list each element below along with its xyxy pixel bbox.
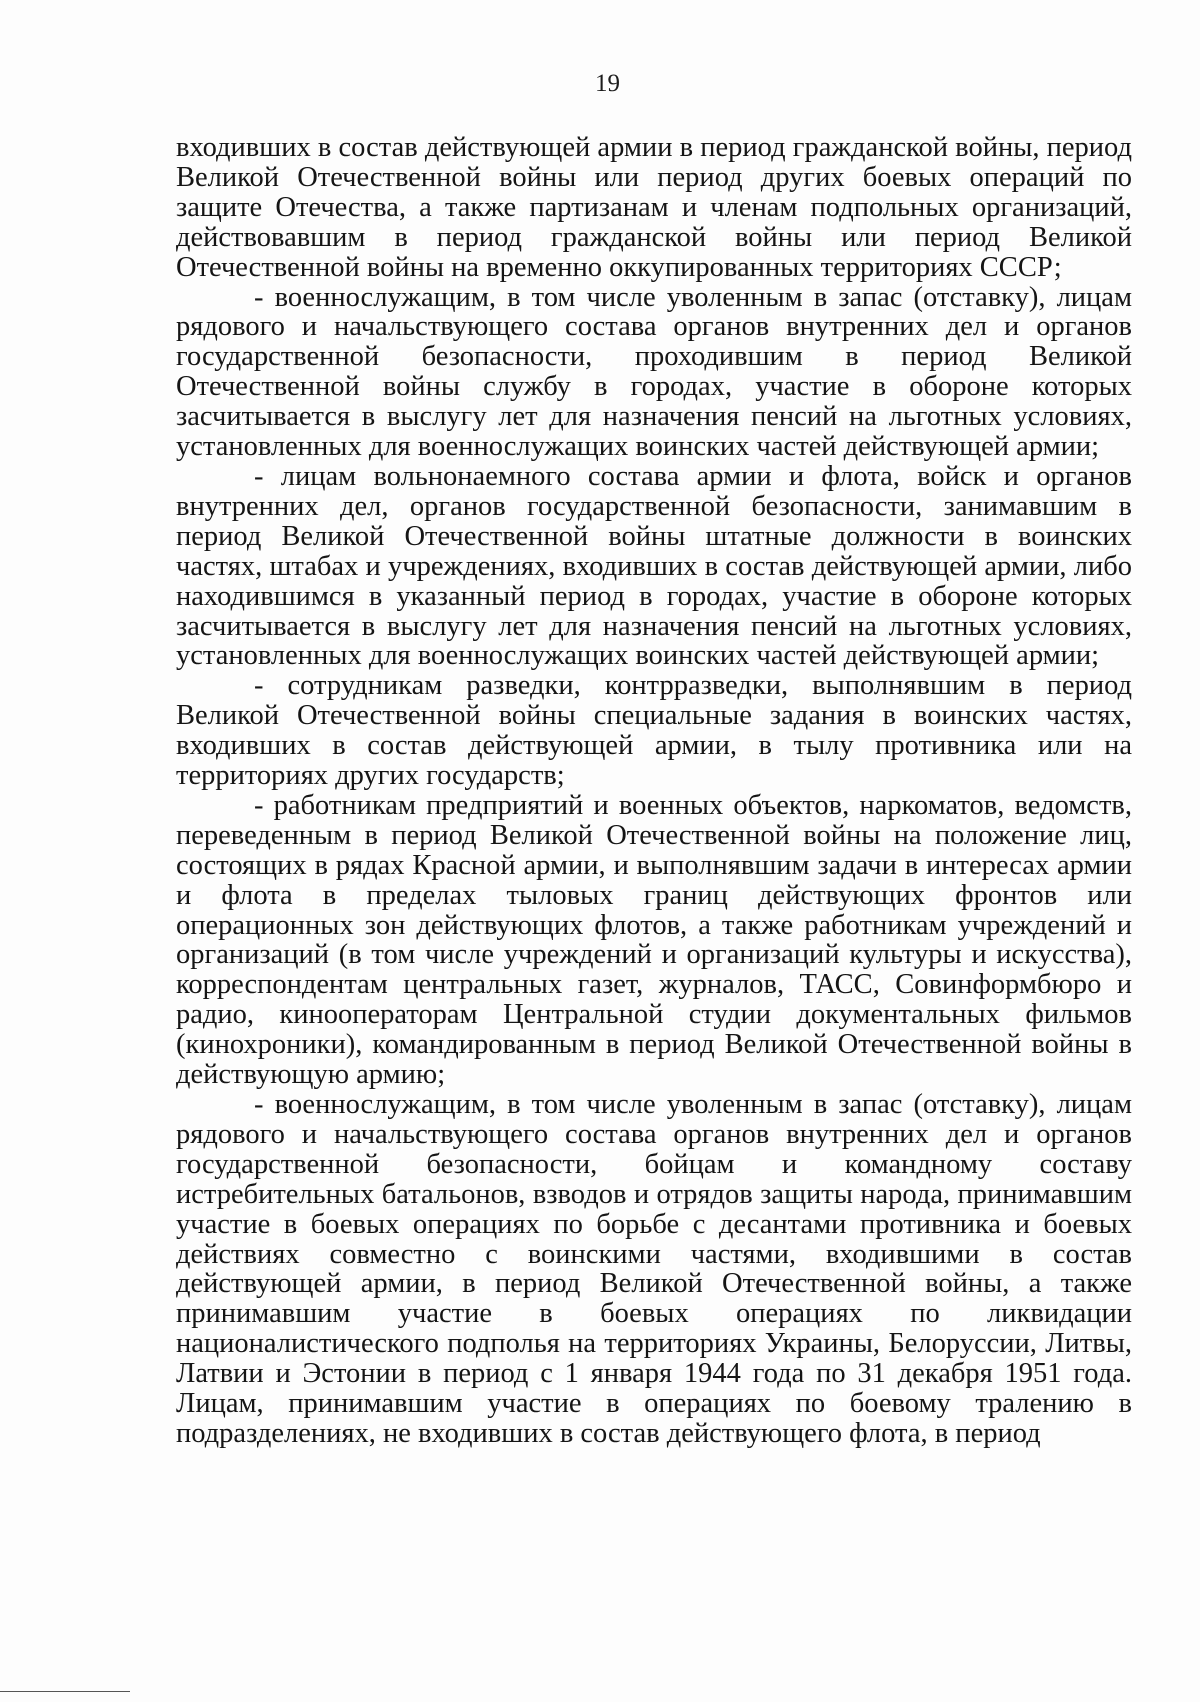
paragraph-civilian-staff: - лицам вольнонаемного состава армии и флота, войск и органов внутренних дел, органов государственной безопасности, занимавшим в период Великой Отечественной войны штатные должности в воинских частях, штабах и учреждениях, входивших в состав действующей армии, либо находившимся в указанный период в городах, участие в обороне которых засчитывается в выслугу лет для назначения пенсий на льготных условиях, установленных для военнослужащих воинских частей действующей армии; [176,460,1132,672]
paragraph-continuation: входивших в состав действующей армии в период гражданской войны, период Великой Отечественной войны или период других боевых операций по защите Отечества, а также партизанам и членам подпольных организаций, действовавшим в период гражданской войны или период Великой Отечественной войны на временно оккупированных территориях СССР; [176,132,1132,283]
document-body [176,133,1132,1449]
footer-rule [0,1691,130,1692]
page-number: 19 [595,70,620,97]
paragraph-enterprise-workers: - работникам предприятий и военных объектов, наркоматов, ведомств, переведенным в период Великой Отечественной войны на положение лиц, состоящих в рядах Красной армии, и выполнявшим задачи в интересах армии и флота в пределах тыловых границ действующих фронтов или операционных зон действующих флотов, а также работникам учреждений и организаций (в том числе учреждений и организаций культуры и искусства), корреспондентам центральных газет, журналов, ТАСС, Совинформбюро и радио, кинооператорам Центральной студии документальных фильмов (кинохроники), командированным в период Великой Отечественной войны в действующую армию; [176,789,1132,1091]
paragraph-intelligence-officers: - сотрудникам разведки, контрразведки, выполнявшим в период Великой Отечественной войны специальные задания в воинских частях, входивших в состав действующей армии, в тылу противника или на территориях других государств; [176,670,1132,792]
paragraph-military-personnel-city-defense: - военнослужащим, в том числе уволенным в запас (отставку), лицам рядового и начальствующего состава органов внутренних дел и органов государственной безопасности, проходившим в период Великой Отечественной войны службу в городах, участие в обороне которых засчитывается в выслугу лет для назначения пенсий на льготных условиях, установленных для военнослужащих воинских частей действующей армии; [176,281,1132,463]
paragraph-combat-operations: - военнослужащим, в том числе уволенным в запас (отставку), лицам рядового и начальствующего состава органов внутренних дел и органов государственной безопасности, бойцам и командному составу истребительных батальонов, взводов и отрядов защиты народа, принимавшим участие в боевых операциях по борьбе с десантами противника и боевых действиях совместно с воинскими частями, входившими в состав действующей армии, в период Великой Отечественной войны, а также принимавшим участие в боевых операциях по ликвидации националистического подполья на территориях Украины, Белоруссии, Литвы, Латвии и Эстонии в период с 1 января 1944 года по 31 декабря 1951 года. Лицам, принимавшим участие в операциях по боевому тралению в подразделениях, не входивших в состав действующего флота, в период [176,1089,1132,1449]
